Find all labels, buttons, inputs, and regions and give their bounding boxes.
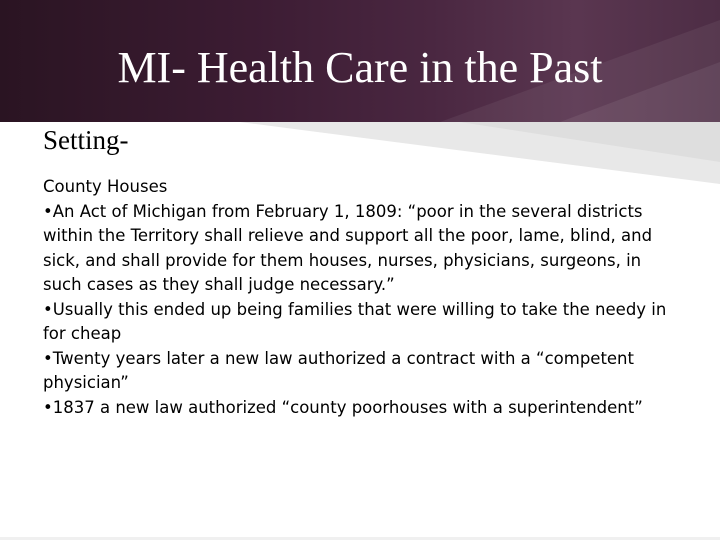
slide-subtitle: Setting- [43,125,129,155]
paragraph-heading: County Houses [43,177,168,196]
body-text [43,175,683,420]
bullet-item: •Usually this ended up being families that were willing to take the needy in for cheap [43,299,667,343]
slide-title: MI- Health Care in the Past [117,43,603,92]
bullet-item: •1837 a new law authorized “county poorhouses with a superintendent” [43,397,643,417]
bullet-item: •An Act of Michigan from February 1, 1809: “poor in the several districts within the Territory shall relieve and support all the poor, lame, blind, and sick, and shall provide for them houses, nurses, physicians, surgeons, in such cases as they shall judge necessary.” [43,201,653,294]
bullet-item: •Twenty years later a new law authorized a contract with a “competent physician” [43,348,634,392]
